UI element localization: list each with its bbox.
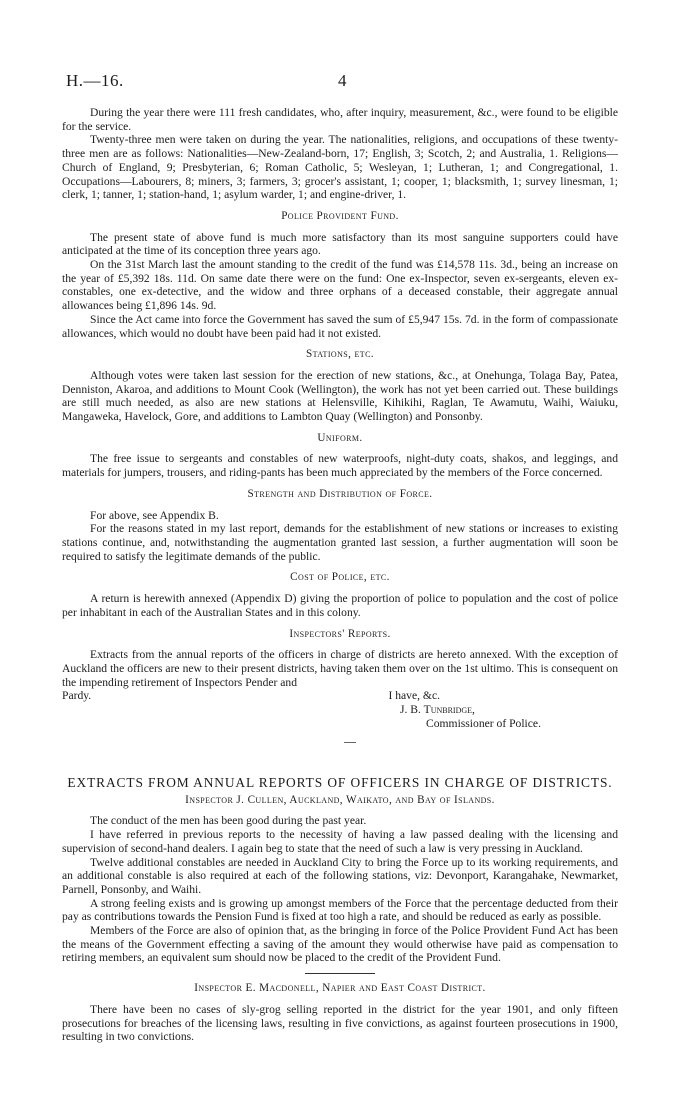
closing-line — [62, 689, 618, 703]
signature-title: Commissioner of Police. — [426, 716, 541, 730]
paragraph-inspectors-end: Pardy. — [62, 689, 92, 703]
heading-inspector-cullen: Inspector J. Cullen, Auckland, Waikato, and Bay of Islands. — [185, 793, 495, 806]
paragraph-cullen-5: Members of the Force are also of opinion that, as the bringing in force of the Police Provident Fund Act has been the means of the Government effecting a saving of the amount they would otherwise have paid as compensation to retiring members, an equivalent sum should now be placed to the credit of the Provident Fund. — [62, 924, 618, 965]
paragraph-macdonell-1: There have been no cases of sly-grog selling reported in the district for the year 1901, and only fifteen prosecutions for breaches of the licensing laws, resulting in five convictions, as against fourteen prosecutions in 1900, resulting in two convictions. — [62, 1002, 618, 1044]
heading-inspectors-reports: Inspectors' Reports. — [289, 627, 391, 640]
document-reference: H.—16. — [66, 71, 124, 90]
heading-stations: Stations, etc. — [305, 348, 374, 361]
divider-rule — [305, 973, 375, 974]
signature-block — [380, 703, 618, 730]
paragraph-candidates: During the year there were 111 fresh candidates, who, after inquiry, measurement, &c., were found to be eligible for the service. — [62, 106, 618, 133]
section-separator — [344, 742, 356, 743]
paragraph-cullen-2: I have referred in previous reports to the necessity of having a law passed dealing with the licensing and supervision of second-hand dealers. I again beg to state that the need of such a law is very pressing in Auckland. — [62, 828, 618, 855]
extracts-section — [62, 776, 618, 1044]
page-number: 4 — [338, 71, 347, 90]
paragraph-provident-1: The present state of above fund is much more satisfactory than its most sanguine supporters could have anticipated at the time of its conception three years ago. — [62, 230, 618, 258]
heading-uniform: Uniform. — [317, 431, 363, 444]
closing-phrase: I have, &c. — [388, 689, 440, 703]
signature-name: J. B. Tunbridge, — [400, 703, 475, 717]
page-header — [66, 71, 634, 94]
heading-inspector-macdonell: Inspector E. Macdonell, Napier and East Coast District. — [194, 982, 486, 995]
paragraph-cullen-3: Twelve additional constables are needed in Auckland City to bring the Force up to its working requirements, and an additional constable is also required at each of the following stations, viz: Devonport, Karangahake, Newmarket, Parnell, Ponsonby, and Waihi. — [62, 855, 618, 896]
paragraph-strength-1: For above, see Appendix B. — [90, 508, 219, 522]
heading-provident-fund: Police Provident Fund. — [281, 209, 399, 222]
extracts-title: EXTRACTS FROM ANNUAL REPORTS OF OFFICERS IN CHARGE OF DISTRICTS. — [67, 775, 613, 790]
paragraph-provident-2: On the 31st March last the amount standing to the credit of the fund was £14,578 11s. 3d., being an increase on the year of £5,392 18s. 11d. On same date there were on the fund: One ex-Inspector, seven ex-sergeants, eleven ex-constables, one ex-detective, and the widow and three orphans of a deceased constable, their aggregate annual allowances being £1,896 14s. 9d. — [62, 258, 618, 313]
report-body — [62, 106, 618, 730]
heading-cost: Cost of Police, etc. — [290, 571, 390, 584]
paragraph-uniform: The free issue to sergeants and constables of new waterproofs, night-duty coats, shakos, and leggings, and materials for jumpers, trousers, and riding-pants has been much appreciated by the members of the Force concerned. — [62, 452, 618, 480]
paragraph-cullen-4: A strong feeling exists and is growing up amongst members of the Force that the percentage deducted from their pay as contributions towards the Pension Fund is fixed at too high a rate, and should be reduced as early as possible. — [62, 896, 618, 924]
paragraph-strength-2: For the reasons stated in my last report, demands for the establishment of new stations or increases to existing stations continue, and, notwithstanding the augmentation granted last session, a further augmentation will soon be required to satisfy the legitimate demands of the public. — [62, 522, 618, 563]
paragraph-cullen-1: The conduct of the men has been good during the past year. — [90, 814, 367, 828]
heading-strength: Strength and Distribution of Force. — [247, 487, 433, 500]
paragraph-provident-3: Since the Act came into force the Government has saved the sum of £5,947 15s. 7d. in the form of compassionate allowances, which would no doubt have been paid had it not existed. — [62, 312, 618, 340]
paragraph-cost: A return is herewith annexed (Appendix D) giving the proportion of police to population and the cost of police per inhabitant in each of the Australian States and in this colony. — [62, 592, 618, 619]
paragraph-stations: Although votes were taken last session for the erection of new stations, &c., at Onehunga, Tolaga Bay, Patea, Denniston, Akaroa, and additions to Mount Cook (Wellington), the work has not yet been carried out. These buildings are still much needed, as also are new stations at Helensville, Kihikihi, Raglan, Te Awamutu, Waihi, Waiuku, Mangaweka, Havelock, Gore, and additions to Lambton Quay (Wellington) and Ponsonby. — [62, 368, 618, 424]
paragraph-new-men: Twenty-three men were taken on during the year. The nationalities, religions, and occupations of these twenty-three men are as follows: Nationalities—New-Zealand-born, 17; English, 3; Scotch, 2; and Australia, 1. Religions—Church of England, 9; Presbyterian, 6; Roman Catholic, 5; Wesleyan, 1; Lutheran, 1; and Congregational, 1. Occupations—Labourers, 8; miners, 3; farmers, 3; grocer's assistant, 1; cooper, 1; blacksmith, 1; survey linesman, 1; clerk, 1; tanner, 1; station-hand, 1; asylum warder, 1; and engine-driver, 1. — [62, 133, 618, 202]
paragraph-inspectors: Extracts from the annual reports of the officers in charge of districts are hereto annexed. With the exception of Auckland the officers are new to their present districts, having taken them over on the 1st ultimo. This is consequent on the impending retirement of Inspectors Pender and — [62, 648, 618, 689]
